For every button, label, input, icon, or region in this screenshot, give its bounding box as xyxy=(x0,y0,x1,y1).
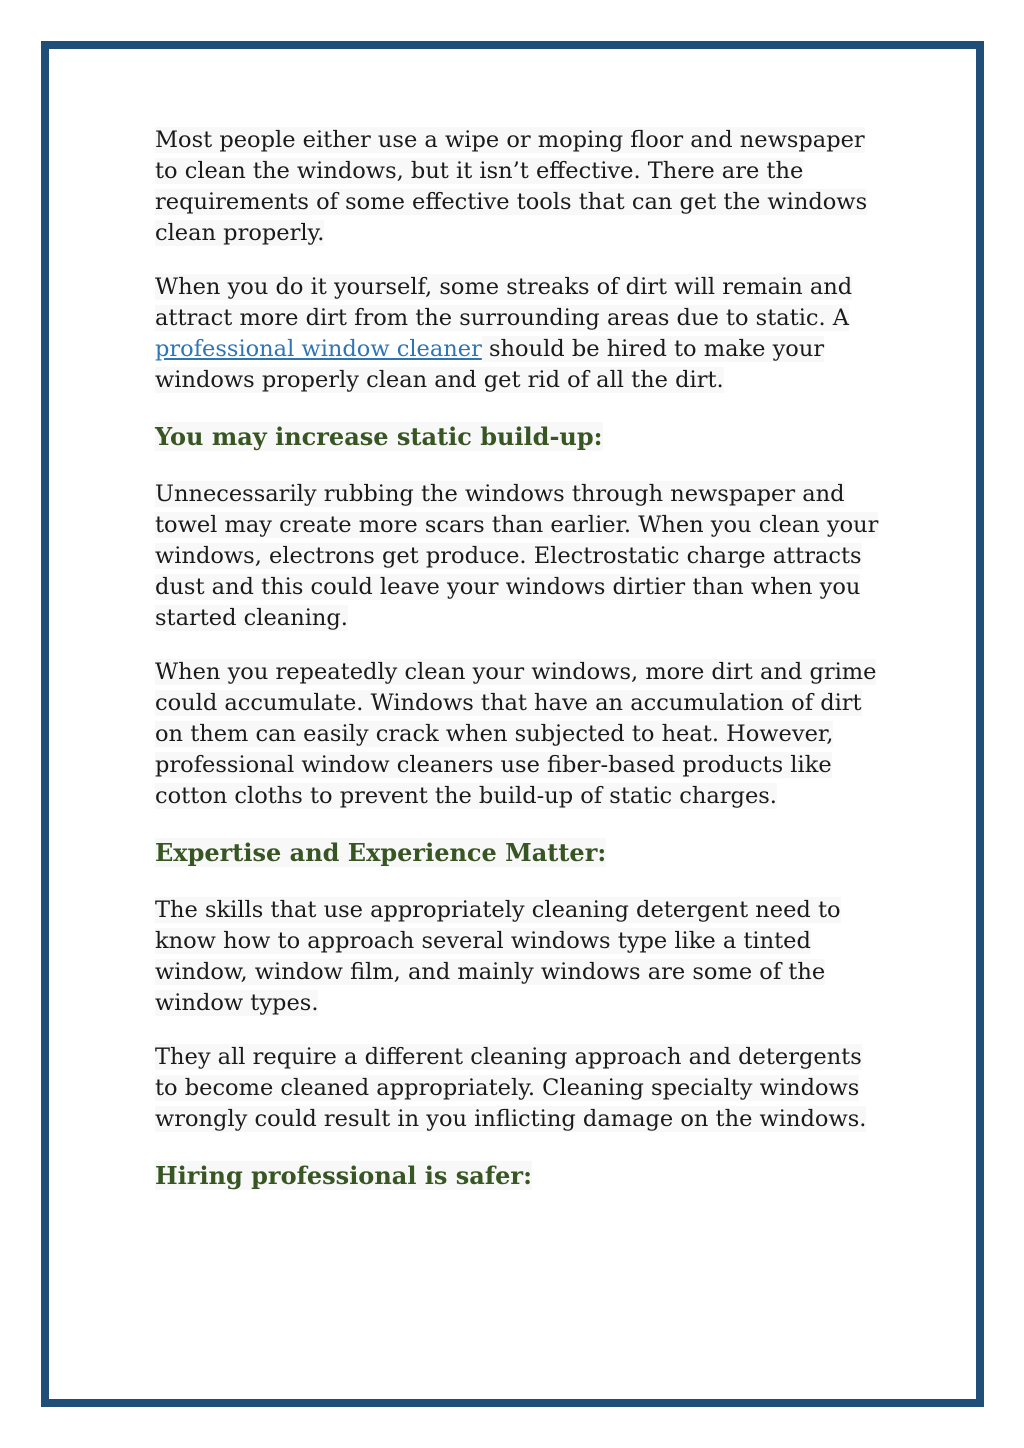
paragraph-intro-text: Most people either use a wipe or moping floor and newspaper to clean the windows, but it isn’t effective. There are the requirements of some effective tools that can get the windows clean properly. xyxy=(155,127,868,246)
heading-hiring-safer-text: Hiring professional is safer: xyxy=(155,1161,532,1190)
paragraph-rubbing-windows xyxy=(155,479,885,634)
paragraph-rubbing-windows-text: Unnecessarily rubbing the windows through newspaper and towel may create more scars than earlier. When you clean your windows, electrons get produce. Electrostatic charge attracts dust and this could leave your windows dirtier than when you started cleaning. xyxy=(155,481,879,631)
paragraph-diy-text-after-link: should be hired to make your windows properly clean and get rid of all the dirt. xyxy=(155,336,825,393)
heading-static-build-up xyxy=(155,419,885,455)
paragraph-repeated-cleaning xyxy=(155,657,885,812)
paragraph-cleaning-approach xyxy=(155,1042,885,1135)
heading-expertise xyxy=(155,835,885,871)
professional-window-cleaner-link[interactable]: professional window cleaner xyxy=(155,336,482,362)
heading-hiring-safer xyxy=(155,1158,885,1194)
document-body xyxy=(155,125,885,1218)
paragraph-diy-text-before-link: When you do it yourself, some streaks of dirt will remain and attract more dirt from the surrounding areas due to static. A xyxy=(155,274,853,331)
paragraph-repeated-cleaning-text: When you repeatedly clean your windows, more dirt and grime could accumulate. Windows that have an accumulation of dirt on them can easily crack when subjected to heat. However, professional window cleaners use fiber-based products like cotton cloths to prevent the build-up of static charges. xyxy=(155,659,877,809)
paragraph-skills xyxy=(155,895,885,1019)
paragraph-skills-text: The skills that use appropriately cleaning detergent need to know how to approach several windows type like a tinted window, window film, and mainly windows are some of the window types. xyxy=(155,897,841,1016)
heading-expertise-text: Expertise and Experience Matter: xyxy=(155,838,607,867)
heading-static-build-up-text: You may increase static build-up: xyxy=(155,422,603,451)
paragraph-intro xyxy=(155,125,885,249)
paragraph-cleaning-approach-text: They all require a different cleaning approach and detergents to become cleaned appropriately. Cleaning specialty windows wrongly could result in you inflicting damage on the windows. xyxy=(155,1044,867,1132)
paragraph-diy-cleaning xyxy=(155,272,885,396)
